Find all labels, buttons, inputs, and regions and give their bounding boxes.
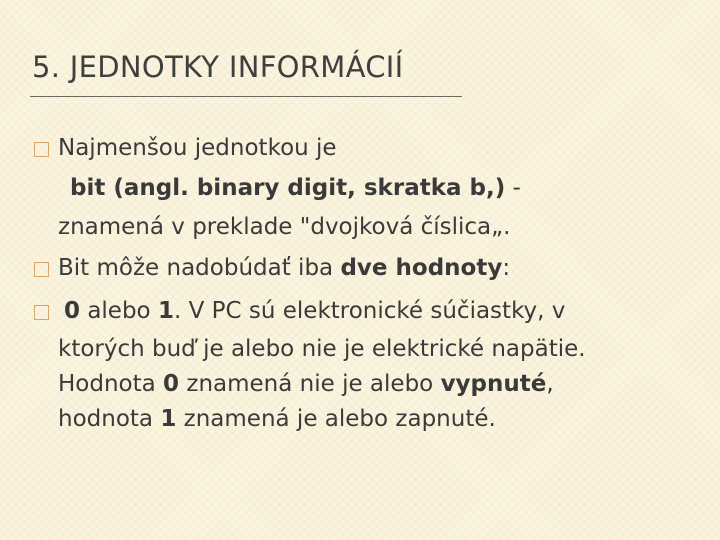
value-zero-bold: 0 [163,371,180,397]
bullet-1-line-3 [58,212,510,242]
bullet-square-icon [34,305,49,320]
two-values-bold: dve hodnoty [340,255,503,281]
value-zero-bold: 0 [64,298,81,324]
bullet-square-icon [34,262,49,277]
bullet-1-dash: - [505,175,521,201]
bullet-3-line-3 [58,369,554,399]
bullet-3-voltage-text: ktorých buď je alebo nie je elektrické napätie. [58,336,586,362]
bullet-3-line-3-comma: , [546,371,554,397]
bullet-2-line [58,253,510,283]
bullet-3-line-4-prefix: hodnota [58,406,161,432]
bullet-1-line-2 [70,173,521,203]
bullet-3-line-1 [64,296,565,326]
bullet-1-meaning: znamená v preklade "dvojková číslica„. [58,214,511,240]
bullet-1-line-1 [58,133,337,163]
bit-definition-bold: bit (angl. binary digit, skratka b,) [70,175,506,201]
slide-title: 5. JEDNOTKY INFORMÁCIÍ [32,50,404,84]
bullet-3-line-2 [58,334,586,364]
bullet-square-icon [34,142,49,157]
bullet-3-text-1: alebo [80,298,158,324]
value-one-bold: 1 [160,406,177,432]
bullet-1-text: Najmenšou jednotkou je [58,135,337,161]
bullet-3-line-3-prefix: Hodnota [58,371,164,397]
bullet-2-colon: : [502,255,511,281]
bullet-3-text-2: . V PC sú elektronické súčiastky, v [173,298,566,324]
value-one-bold: 1 [157,298,174,324]
bullet-3-line-3-mid: znamená nie je alebo [179,371,441,397]
bullet-2-prefix: Bit môže nadobúdať iba [58,255,341,281]
bullet-3-line-4-rest: znamená je alebo zapnuté. [176,406,496,432]
switched-off-bold: vypnuté [440,371,547,397]
bullet-3-line-4 [58,404,496,434]
